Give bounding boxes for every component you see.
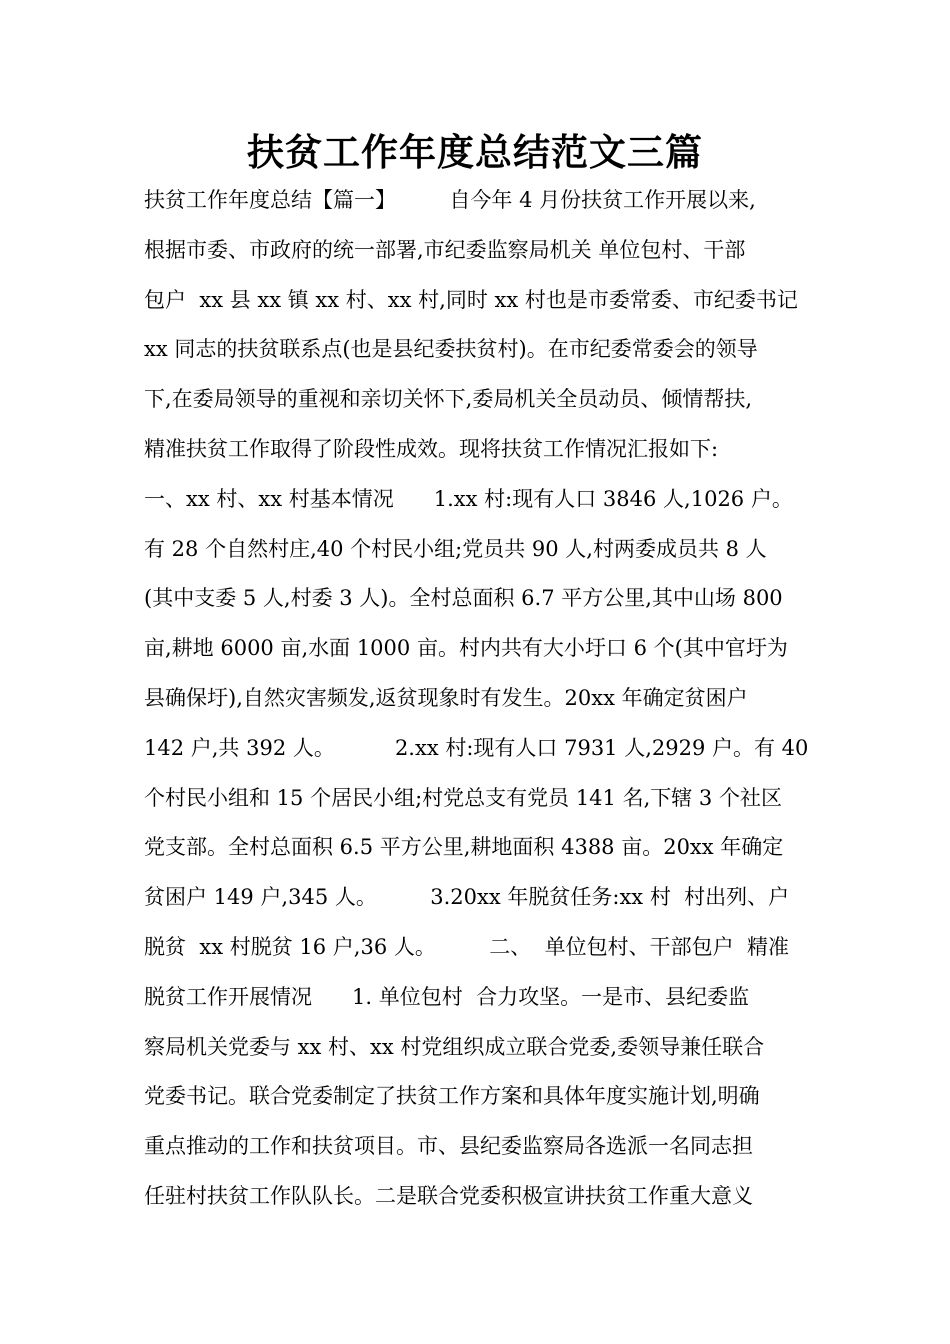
body-line: 个村民小组和 15 个居民小组;村党总支有党员 141 名,下辖 3 个社区 bbox=[144, 785, 782, 810]
body-line: 亩,耕地 6000 亩,水面 1000 亩。村内共有大小圩口 6 个(其中官圩为 bbox=[144, 636, 788, 661]
body-line: 包户 xx 县 xx 镇 xx 村、xx 村,同时 xx 村也是市委常委、市纪委书记 bbox=[144, 287, 798, 312]
body-line: (其中支委 5 人,村委 3 人)。全村总面积 6.7 平方公里,其中山场 800 bbox=[144, 586, 783, 611]
body-line: 142 户,共 392 人。 2.xx 村:现有人口 7931 人,2929 户。有 40 bbox=[144, 735, 809, 760]
body-line: 重点推动的工作和扶贫项目。市、县纪委监察局各选派一名同志担 bbox=[144, 1134, 753, 1159]
body-line: 任驻村扶贫工作队队长。二是联合党委积极宣讲扶贫工作重大意义 bbox=[144, 1183, 753, 1208]
body-line: 脱贫工作开展情况 1. 单位包村 合力攻坚。一是市、县纪委监 bbox=[144, 984, 750, 1009]
document-body bbox=[144, 176, 824, 1222]
body-line: 县确保圩),自然灾害频发,返贫现象时有发生。20xx 年确定贫困户 bbox=[144, 685, 748, 710]
body-line: 察局机关党委与 xx 村、xx 村党组织成立联合党委,委领导兼任联合 bbox=[144, 1034, 765, 1059]
body-line: 扶贫工作年度总结【篇一】 自今年 4 月份扶贫工作开展以来, bbox=[144, 188, 756, 212]
body-line: xx 同志的扶贫联系点(也是县纪委扶贫村)。在市纪委常委会的领导 bbox=[144, 337, 758, 362]
body-line: 党委书记。联合党委制定了扶贫工作方案和具体年度实施计划,明确 bbox=[144, 1084, 760, 1109]
body-line: 一、xx 村、xx 村基本情况 1.xx 村:现有人口 3846 人,1026 户。 bbox=[144, 486, 793, 511]
body-line: 脱贫 xx 村脱贫 16 户,36 人。 二、 单位包村、干部包户 精准 bbox=[144, 934, 789, 959]
body-line: 精准扶贫工作取得了阶段性成效。现将扶贫工作情况汇报如下: bbox=[144, 436, 719, 461]
body-line: 根据市委、市政府的统一部署,市纪委监察局机关 单位包村、干部 bbox=[144, 237, 746, 262]
body-line: 党支部。全村总面积 6.5 平方公里,耕地面积 4388 亩。20xx 年确定 bbox=[144, 835, 784, 860]
body-line: 下,在委局领导的重视和亲切关怀下,委局机关全员动员、倾情帮扶, bbox=[144, 387, 753, 412]
document-title: 扶贫工作年度总结范文三篇 bbox=[247, 131, 703, 174]
body-line: 贫困户 149 户,345 人。 3.20xx 年脱贫任务:xx 村 村出列、户 bbox=[144, 885, 790, 910]
body-line: 有 28 个自然村庄,40 个村民小组;党员共 90 人,村两委成员共 8 人 bbox=[144, 536, 767, 561]
